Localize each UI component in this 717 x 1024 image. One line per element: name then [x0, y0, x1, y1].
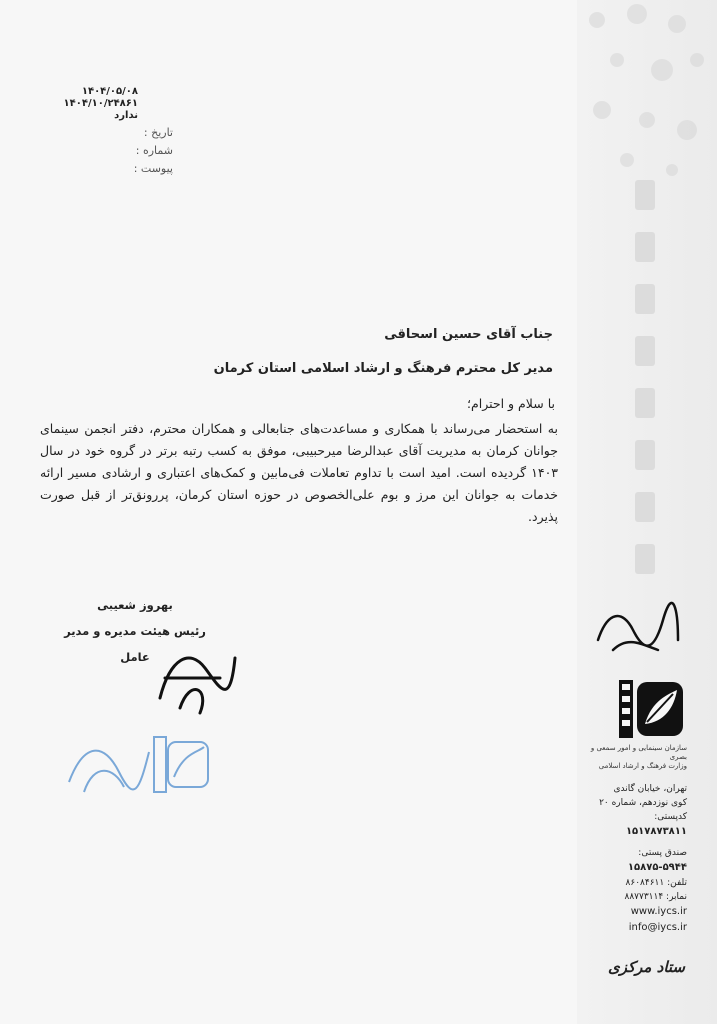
pobox-value: ۱۵۸۷۵-۵۹۴۴: [627, 862, 687, 873]
email-link[interactable]: info@iycs.ir: [628, 922, 687, 933]
iycs-script-logo: [593, 600, 683, 660]
decorative-pattern: [577, 0, 717, 180]
postal-label: کدپستی:: [654, 812, 687, 822]
address-line1: تهران، خیابان گاندی: [613, 784, 687, 794]
pobox-label: صندق پستی:: [638, 848, 687, 858]
addressee-name: جناب آقای حسین اسحاقی: [384, 327, 553, 342]
date-label: تاریخ :: [143, 126, 173, 139]
addressee-block: [214, 318, 553, 386]
letter-meta-values: [58, 86, 138, 122]
handwritten-signature: [150, 638, 240, 718]
letter-body: به استحضار می‌رساند با همکاری و مساعدت‌های جنابعالی و همکاران محترم، دفتر انجمن سینمای جوانان کرمان به مدیریت آقای عبدالرضا میرحبیبی، موفق به کسب رتبه برتر در گروه خود در سال ۱۴۰۳ گردیده است. امید است با تداوم تعاملات فی‌مابین و کمک‌های اعتباری و ارشادی مسیر ارائه خدمات به جوانان این مرز و بوم علی‌الخصوص در حوزه استان کرمان، پررونق‌تر از قبل صورت پذیرد.: [40, 421, 558, 524]
signer-title: رئیس هیئت مدیره و مدیر عامل: [64, 624, 206, 664]
contact-block: [557, 782, 687, 936]
phone: تلفن: ۸۶۰۸۴۶۱۱: [625, 878, 687, 888]
attachment-value: ندارد: [114, 110, 138, 121]
address-line2: کوی نوزدهم، شماره ۲۰: [599, 798, 687, 808]
salutation: با سلام و احترام؛: [467, 396, 555, 411]
postal-code: ۱۵۱۷۸۷۳۸۱۱: [625, 826, 687, 837]
iycs-emblem: [617, 678, 687, 740]
fax: نمابر: ۸۸۷۷۳۱۱۴: [624, 892, 687, 902]
website-link[interactable]: www.iycs.ir: [630, 906, 687, 917]
signer-name: بهروز شعیبی: [97, 598, 173, 612]
letter-meta-labels: [118, 124, 173, 178]
film-strip-decoration: [635, 180, 657, 610]
organization-stamp: [64, 732, 214, 802]
date-value: ۱۴۰۴/۰۵/۰۸: [81, 86, 138, 97]
organization-name: [577, 744, 687, 771]
number-label: شماره :: [135, 144, 173, 157]
org-name-line2: وزارت فرهنگ و ارشاد اسلامی: [598, 762, 687, 770]
footer-brand: ستاد مرکزی: [607, 958, 685, 976]
number-value: ۱۴۰۴/۱۰/۲۴۸۶۱: [63, 98, 138, 109]
addressee-title: مدیر کل محترم فرهنگ و ارشاد اسلامی استان کرمان: [213, 361, 553, 376]
attachment-label: پیوست :: [133, 162, 173, 175]
org-name-line1: سازمان سینمایی و امور سمعی و بصری: [590, 744, 687, 761]
